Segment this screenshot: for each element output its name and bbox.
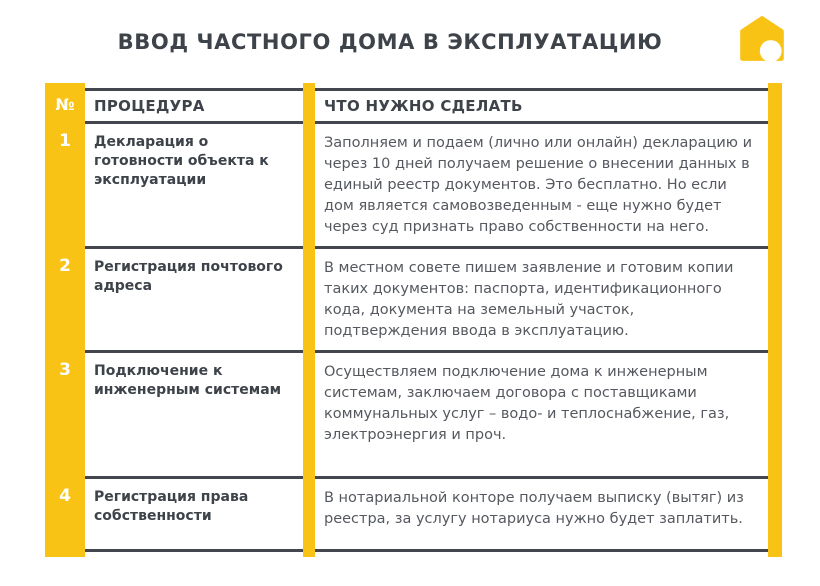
action-cell: Осуществляем подключение дома к инженерным системам, заключаем договора с поставщиками коммунальных услуг – водо- и теплоснабжение, газ, электроэнергия и проч. [315, 353, 768, 479]
procedure-cell: Регистрация почтового адреса [85, 249, 303, 353]
header-procedure: ПРОЦЕДУРА [85, 88, 303, 124]
row-number: 3 [59, 360, 71, 380]
row-number: 1 [59, 131, 71, 151]
action-cell: В нотариальной конторе получаем выписку (вытяг) из реестра, за услугу нотариуса нужно будет заплатить. [315, 479, 768, 552]
row-number: 2 [59, 256, 71, 276]
header-number: № [55, 95, 75, 114]
house-logo-icon [738, 15, 786, 63]
action-cell: Заполняем и подаем (лично или онлайн) декларацию и через 10 дней получаем решение о внесении данных в единый реестр документов. Это бесплатно. Но если дом является самовозведенным - еще нужно будет через суд признать право собственности на него. [315, 124, 768, 249]
procedure-cell: Декларация о готовности объекта к эксплуатации [85, 124, 303, 249]
procedure-cell: Подключение к инженерным системам [85, 353, 303, 479]
right-edge-strip [768, 83, 782, 557]
procedure-cell: Регистрация права собственности [85, 479, 303, 552]
procedures-table [45, 83, 782, 557]
page-title: ВВОД ЧАСТНОГО ДОМА В ЭКСПЛУАТАЦИЮ [117, 30, 663, 54]
action-cell: В местном совете пишем заявление и готовим копии таких документов: паспорта, идентификационного кода, документа на земельный участок, подтверждения ввода в эксплуатацию. [315, 249, 768, 353]
row-number: 4 [59, 486, 71, 506]
column-divider-strip [303, 83, 315, 557]
header-action: ЧТО НУЖНО СДЕЛАТЬ [315, 88, 768, 124]
